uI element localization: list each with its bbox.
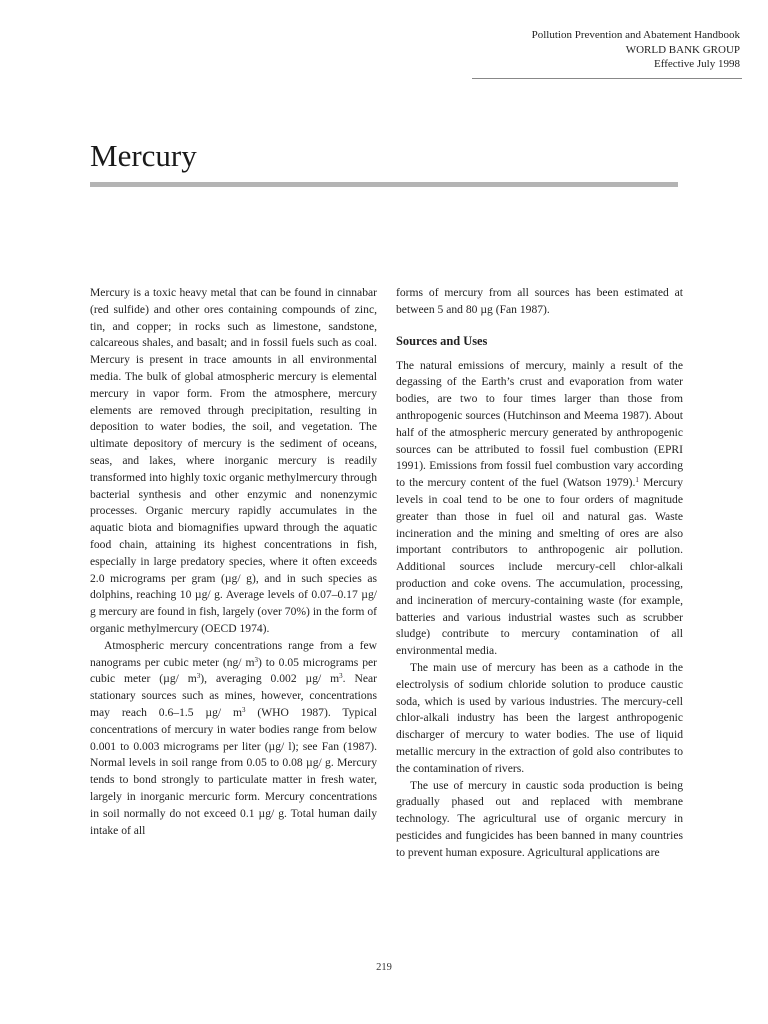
text-run: Atmospheric mercury concentrations range from a few nanograms per cubic meter (ng/ m	[90, 638, 377, 669]
organization-name: WORLD BANK GROUP	[625, 43, 740, 56]
superscript: 3	[196, 672, 201, 681]
superscript: 3	[339, 672, 343, 681]
main-use-paragraph: The main use of mercury has been as a cathode in the electrolysis of sodium chloride solution to produce caustic soda, which is used by various industries. The mercury-cell chlor-alkali industry has been the largest anthropogenic discharger of mercury to water bodies. The use of liquid metallic mercury in the extraction of gold also contributes to the contamination of rivers.	[396, 660, 683, 775]
text-run: ), averaging 0.002 µg/ m	[200, 672, 340, 686]
title-divider	[90, 182, 678, 187]
intro-paragraph: Mercury is a toxic heavy metal that can be found in cinnabar (red sulfide) and other ores containing compounds of zinc, tin, and copper; in rocks such as limestone, sandstone, calcareous shales, and basalt; and in fossil fuels such as coal. Mercury is present in trace amounts in all environmental media. The bulk of global atmospheric mercury is elemental mercury in vapor form. From the atmosphere, mercury elements are removed through precipitation, resulting in deposition to water bodies, the soil, and vegetation. The ultimate depository of mercury is the sediment of oceans, seas, and lakes, where inorganic mercury is readily transformed into highly toxic organic methylmercury through bacterial synthesis and other enzymic and nonenzymic processes. Organic mercury rapidly accumulates in the aquatic biota and biomagnifies upward through the aquatic food chain, attaining its highest concentrations in fish, especially in large predatory species, where it often exceeds 2.0 micrograms per gram (µg/ g), and in such species as dolphins, reaching 10 µg/ g. Average levels of 0.07–0.17 µg/ g mercury are found in fish, largely (over 70%) in the form of organic methylmercury (OECD 1974).	[90, 286, 377, 635]
superscript: 3	[254, 655, 258, 664]
right-column	[396, 285, 683, 862]
header-divider	[472, 78, 742, 79]
section-heading: Sources and Uses	[396, 333, 488, 348]
intake-paragraph: forms of mercury from all sources has been estimated at between 5 and 80 µg (Fan 1987).	[396, 286, 683, 316]
phase-out-paragraph: The use of mercury in caustic soda production is being gradually phased out and replaced with membrane technology. The agricultural use of organic mercury in pesticides and fungicides has been banned in many countries to prevent human exposure. Agricultural applications are	[396, 778, 683, 859]
footnote-marker: 1	[635, 476, 639, 485]
text-run: Mercury levels in coal tend to be one to four orders of magnitude greater than those in fuel oil and natural gas. Waste incineration and the mining and smelting of ores are also important contributors to anthropogenic air pollution. Additional sources include mercury-cell chlor-alkali production and coke ovens. The accumulation, processing, and incineration of mercury-containing waste (for example, batteries and various industrial wastes such as scrubber sludge) contribute to mercury contamination of all environmental media.	[396, 476, 683, 658]
concentrations-paragraph	[90, 638, 377, 840]
text-run: The natural emissions of mercury, mainly a result of the degassing of the Earth’s crust and evaporation from water bodies, are two to four times larger than those from anthropogenic sources (Hutchinson and Meema 1987). About half of the atmospheric mercury generated by anthropogenic sources can be attributed to fossil fuel combustion (EPRI 1991). Emissions from fossil fuel combustion vary according to the mercury content of the fuel (Watson 1979).	[396, 358, 683, 490]
running-header	[340, 28, 740, 72]
text-run: (WHO 1987). Typical concentrations of mercury in water bodies range from below 0.001 to 0.003 micrograms per liter (µg/ l); see Fan (1987). Normal levels in soil range from 0.05 to 0.08 µg/ g. Mercury tends to bond strongly to particulate matter in fresh water, largely in inorganic mercuric form. Mercury concentrations in soil normally do not exceed 0.1 µg/ g. Total human daily intake of all	[90, 705, 377, 837]
page-number: 219	[376, 962, 392, 973]
effective-date: Effective July 1998	[654, 58, 740, 70]
left-column	[90, 285, 377, 839]
page-title: Mercury	[90, 138, 197, 173]
text-run: ) to 0.05 micrograms per cubic meter (µg/ m	[90, 655, 377, 686]
natural-emissions-paragraph	[396, 358, 683, 660]
text-run: . Near stationary sources such as mines, however, concentrations may reach 0.6–1.5 µg/ m	[90, 672, 377, 719]
handbook-title: Pollution Prevention and Abatement Handbook	[531, 29, 740, 41]
superscript: 3	[242, 705, 246, 714]
